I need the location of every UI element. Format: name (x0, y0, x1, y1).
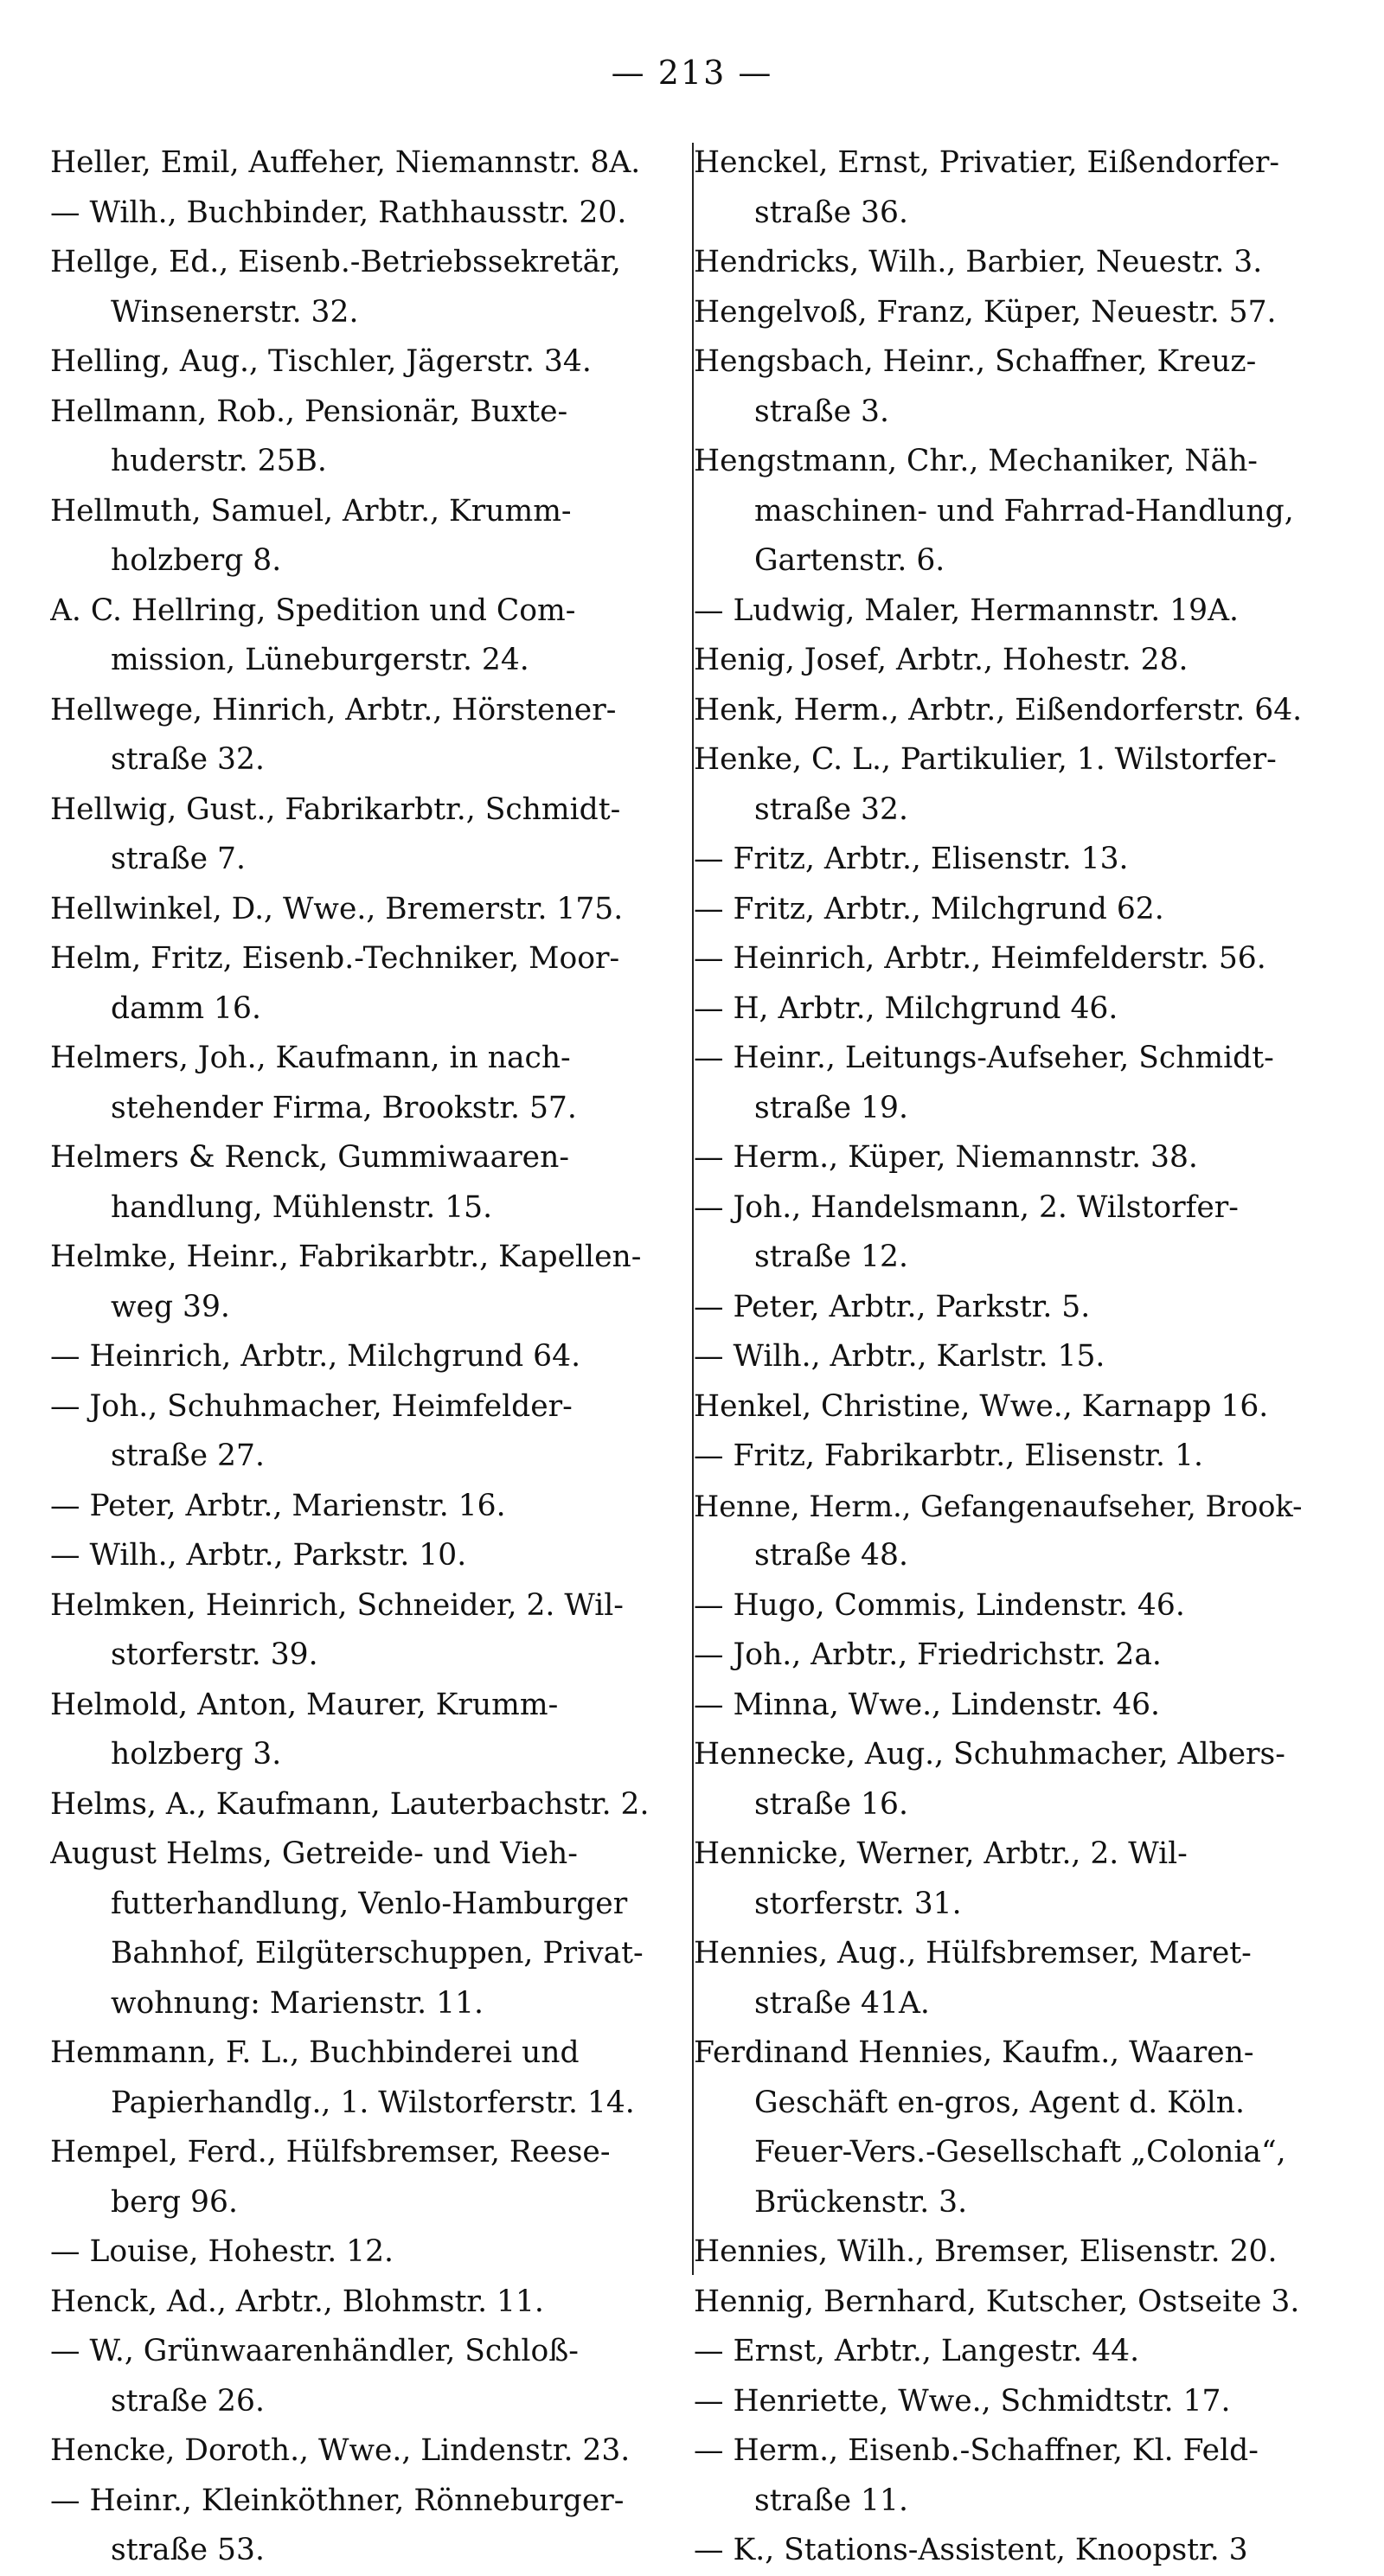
entry-line: — Henriette, Wwe., Schmidtstr. 17. (694, 2383, 1231, 2419)
entry-line: Helms, A., Kaufmann, Lauterbachstr. 2. (50, 1786, 650, 1822)
entry-continuation-line: Bahnhof, Eilgüterschuppen, Privat- (111, 1936, 644, 1970)
entry-continuation-line: stehender Firma, Brookstr. 57. (111, 1090, 577, 1125)
entry-continuation-line: straße 11. (754, 2483, 908, 2518)
entry-line: Hellge, Ed., Eisenb.-Betriebssekretär, (50, 245, 621, 279)
entry-line: Helmers & Renck, Gummiwaaren- (50, 1140, 569, 1175)
right-column (694, 138, 1310, 2576)
entry-line: — Herm., Küper, Niemannstr. 38. (694, 1140, 1198, 1175)
entry-line: — Ludwig, Maler, Hermannstr. 19A. (694, 593, 1239, 628)
entry-line: — Heinrich, Arbtr., Milchgrund 64. (50, 1339, 581, 1374)
entry-continuation-line: storferstr. 31. (754, 1886, 962, 1921)
entry-continuation-line: straße 12. (754, 1240, 908, 1274)
entry-continuation-line: straße 16. (754, 1786, 908, 1822)
entry-continuation-line: Gartenstr. 6. (754, 543, 945, 578)
entry-line: Henk, Herm., Arbtr., Eißendorferstr. 64. (694, 692, 1303, 727)
entry-continuation-line: straße 19. (754, 1090, 908, 1125)
entry-line: Henkel, Christine, Wwe., Karnapp 16. (694, 1388, 1269, 1424)
entry-continuation-line: straße 32. (111, 742, 265, 777)
entry-continuation-line: straße 53. (111, 2533, 265, 2567)
entry-line: A. C. Hellring, Spedition und Com- (50, 593, 576, 628)
entry-continuation-line: straße 7. (111, 842, 246, 876)
entry-continuation-line: Geschäft en-gros, Agent d. Köln. (754, 2085, 1245, 2120)
entry-line: — Peter, Arbtr., Marienstr. 16. (50, 1488, 506, 1523)
entry-line: Hempel, Ferd., Hülfsbremser, Reese- (50, 2135, 611, 2169)
entry-line: — W., Grünwaarenhändler, Schloß- (50, 2334, 579, 2368)
entry-line: — Fritz, Arbtr., Elisenstr. 13. (694, 842, 1129, 876)
entry-continuation-line: straße 41A. (754, 1985, 930, 2021)
entry-continuation-line: straße 36. (754, 195, 908, 230)
entry-line: — Ernst, Arbtr., Langestr. 44. (694, 2334, 1140, 2368)
entry-line: — Wilh., Arbtr., Parkstr. 10. (50, 1538, 467, 1573)
entry-line: — Herm., Eisenb.-Schaffner, Kl. Feld- (694, 2433, 1259, 2468)
entry-line: Hengstmann, Chr., Mechaniker, Näh- (694, 444, 1258, 478)
entry-line: Hendricks, Wilh., Barbier, Neuestr. 3. (694, 245, 1263, 279)
entry-line: Helmold, Anton, Maurer, Krumm- (50, 1687, 559, 1722)
entry-line: Hennicke, Werner, Arbtr., 2. Wil- (694, 1836, 1188, 1871)
entry-line: — Fritz, Fabrikarbtr., Elisenstr. 1. (694, 1439, 1203, 1473)
entry-continuation-line: straße 26. (111, 2383, 265, 2419)
entry-line: — H, Arbtr., Milchgrund 46. (694, 990, 1118, 1026)
entry-continuation-line: weg 39. (111, 1289, 230, 1324)
entry-line: Hellmuth, Samuel, Arbtr., Krumm- (50, 493, 572, 529)
entry-line: August Helms, Getreide- und Vieh- (50, 1836, 578, 1871)
entry-continuation-line: Papierhandlg., 1. Wilstorferstr. 14. (111, 2085, 635, 2120)
entry-line: Ferdinand Hennies, Kaufm., Waaren- (694, 2035, 1254, 2070)
entry-continuation-line: mission, Lüneburgerstr. 24. (111, 643, 529, 677)
left-column (50, 138, 666, 2576)
entry-line: Hellwinkel, D., Wwe., Bremerstr. 175. (50, 891, 624, 926)
entry-line: — Wilh., Arbtr., Karlstr. 15. (694, 1339, 1105, 1374)
entry-continuation-line: Feuer-Vers.-Gesellschaft „Colonia“, (754, 2135, 1286, 2169)
entry-line: Helmke, Heinr., Fabrikarbtr., Kapellen- (50, 1240, 642, 1274)
entry-line: Henig, Josef, Arbtr., Hohestr. 28. (694, 643, 1189, 677)
entry-line: — Heinrich, Arbtr., Heimfelderstr. 56. (694, 941, 1266, 976)
entry-continuation-line: berg 96. (111, 2184, 238, 2220)
entry-line: Hellwig, Gust., Fabrikarbtr., Schmidt- (50, 791, 621, 827)
entry-continuation-line: storferstr. 39. (111, 1637, 318, 1672)
entry-continuation-line: Brückenstr. 3. (754, 2184, 968, 2220)
entry-line: Helling, Aug., Tischler, Jägerstr. 34. (50, 344, 592, 379)
entry-continuation-line: Winsenerstr. 32. (111, 294, 359, 330)
entry-line: — Minna, Wwe., Lindenstr. 46. (694, 1687, 1161, 1722)
entry-continuation-line: straße 48. (754, 1538, 908, 1573)
entry-line: Hencke, Doroth., Wwe., Lindenstr. 23. (50, 2433, 631, 2468)
entry-line: Hengelvoß, Franz, Küper, Neuestr. 57. (694, 294, 1277, 330)
entry-continuation-line: straße 27. (111, 1439, 265, 1473)
entry-line: Henckel, Ernst, Privatier, Eißendorfer- (694, 145, 1280, 180)
entry-line: Henke, C. L., Partikulier, 1. Wilstorfer- (694, 742, 1277, 777)
entry-line: Hellwege, Hinrich, Arbtr., Hörstener- (50, 692, 617, 727)
entry-line: Henne, Herm., Gefangenaufseher, Brook- (694, 1489, 1303, 1523)
entry-line: Hennecke, Aug., Schuhmacher, Albers- (694, 1737, 1285, 1772)
entry-continuation-line: holzberg 8. (111, 543, 282, 578)
entry-continuation-line: holzberg 3. (111, 1737, 282, 1772)
entry-line: — Joh., Handelsmann, 2. Wilstorfer- (694, 1189, 1239, 1225)
entry-line: — Louise, Hohestr. 12. (50, 2234, 394, 2269)
entry-line: Heller, Emil, Auffeher, Niemannstr. 8A. (50, 145, 641, 180)
entry-line: Hemmann, F. L., Buchbinderei und (50, 2035, 580, 2070)
entry-line: — K., Stations-Assistent, Knoopstr. 3 (694, 2533, 1248, 2567)
entry-continuation-line: futterhandlung, Venlo-Hamburger (111, 1886, 628, 1921)
entry-line: — Hugo, Commis, Lindenstr. 46. (694, 1587, 1185, 1623)
entry-line: — Wilh., Buchbinder, Rathhausstr. 20. (50, 195, 627, 230)
entry-line: Helmers, Joh., Kaufmann, in nach- (50, 1041, 571, 1075)
entry-line: — Joh., Arbtr., Friedrichstr. 2a. (694, 1637, 1162, 1672)
entry-continuation-line: straße 3. (754, 394, 889, 429)
entry-line: Hennies, Wilh., Bremser, Elisenstr. 20. (694, 2234, 1278, 2269)
entry-line: Helm, Fritz, Eisenb.-Techniker, Moor- (50, 941, 620, 976)
entry-line: — Joh., Schuhmacher, Heimfelder- (50, 1388, 573, 1424)
entry-line: Hengsbach, Heinr., Schaffner, Kreuz- (694, 344, 1257, 379)
entry-line: — Peter, Arbtr., Parkstr. 5. (694, 1289, 1091, 1324)
entry-line: Hennies, Aug., Hülfsbremser, Maret- (694, 1936, 1252, 1970)
entry-line: — Heinr., Leitungs-Aufseher, Schmidt- (694, 1041, 1274, 1075)
entry-line: Hellmann, Rob., Pensionär, Buxte- (50, 394, 568, 429)
entry-continuation-line: wohnung: Marienstr. 11. (111, 1985, 484, 2021)
entry-line: — Heinr., Kleinköthner, Rönneburger- (50, 2483, 625, 2518)
entry-line: Hennig, Bernhard, Kutscher, Ostseite 3. (694, 2284, 1300, 2319)
entry-continuation-line: maschinen- und Fahrrad-Handlung, (754, 493, 1294, 529)
entry-continuation-line: handlung, Mühlenstr. 15. (111, 1189, 493, 1225)
entry-continuation-line: damm 16. (111, 990, 261, 1026)
entry-continuation-line: straße 32. (754, 791, 908, 827)
entry-continuation-line: huderstr. 25B. (111, 444, 327, 478)
entry-line: Henck, Ad., Arbtr., Blohmstr. 11. (50, 2284, 544, 2319)
entry-line: Helmken, Heinrich, Schneider, 2. Wil- (50, 1587, 624, 1623)
page-number: — 213 — (611, 54, 773, 92)
entry-line: — Fritz, Arbtr., Milchgrund 62. (694, 891, 1164, 926)
